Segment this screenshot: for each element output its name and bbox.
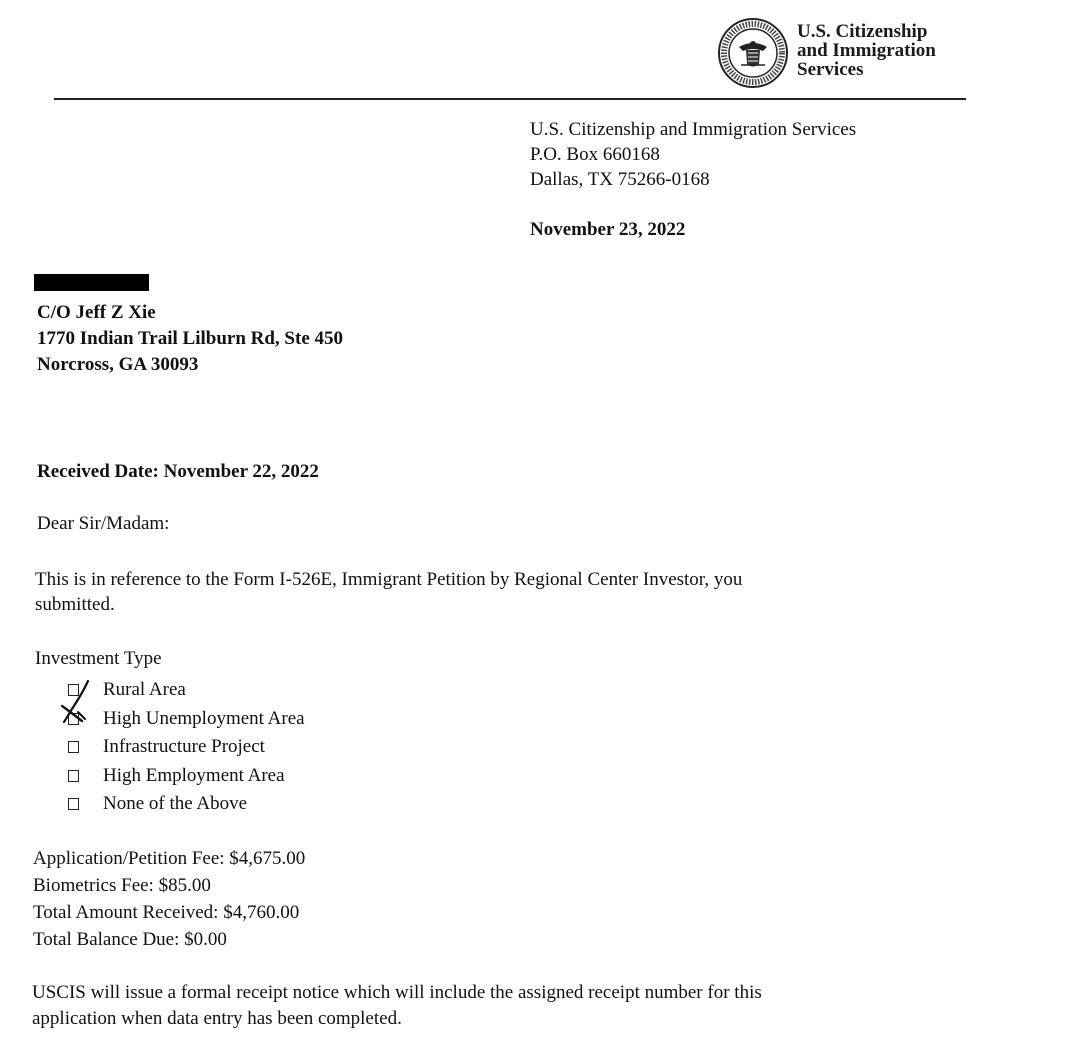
redacted-name-block	[34, 274, 149, 291]
agency-name	[797, 22, 936, 79]
return-address-line2: P.O. Box 660168	[530, 144, 660, 165]
return-address	[530, 117, 856, 192]
closing-paragraph	[32, 980, 762, 1032]
total-balance-due: Total Balance Due: $0.00	[33, 929, 227, 950]
letter-date: November 23, 2022	[530, 219, 686, 240]
closing-line1: USCIS will issue a formal receipt notice which will include the assigned receipt number for this	[32, 982, 762, 1003]
reference-line1: This is in reference to the Form I-526E, Immigrant Petition by Regional Center Investor, you	[35, 569, 743, 590]
option-label: High Unemployment Area	[103, 707, 305, 729]
checkbox-none[interactable]	[68, 798, 79, 810]
return-address-line3: Dallas, TX 75266-0168	[530, 169, 710, 190]
fee-summary	[33, 845, 305, 953]
salutation: Dear Sir/Madam:	[37, 513, 170, 534]
closing-line2: application when data entry has been completed.	[32, 1008, 402, 1029]
option-label: Infrastructure Project	[103, 736, 265, 757]
checkbox-high-employment[interactable]	[68, 770, 79, 782]
agency-name-line3: Services	[797, 59, 864, 80]
return-address-line1: U.S. Citizenship and Immigration Services	[530, 119, 857, 140]
header-divider	[54, 98, 966, 100]
recipient-line3: Norcross, GA 30093	[37, 354, 199, 375]
recipient-address	[37, 300, 343, 378]
reference-line2: submitted.	[35, 594, 115, 615]
biometrics-fee: Biometrics Fee: $85.00	[33, 875, 211, 896]
option-label: High Employment Area	[103, 764, 285, 786]
agency-name-line1: U.S. Citizenship	[797, 21, 928, 42]
recipient-line1: C/O Jeff Z Xie	[37, 302, 156, 323]
dhs-seal-icon	[717, 17, 789, 89]
option-label: None of the Above	[103, 793, 248, 814]
received-date: Received Date: November 22, 2022	[37, 461, 319, 482]
total-amount-received: Total Amount Received: $4,760.00	[33, 902, 300, 923]
reference-paragraph	[35, 567, 935, 617]
recipient-line2: 1770 Indian Trail Lilburn Rd, Ste 450	[37, 328, 344, 349]
investment-type-heading: Investment Type	[35, 648, 162, 669]
petition-fee: Application/Petition Fee: $4,675.00	[33, 848, 306, 869]
handwritten-check-mark-icon	[58, 676, 98, 726]
checkbox-infrastructure[interactable]	[68, 741, 79, 753]
option-label: Rural Area	[103, 679, 186, 700]
agency-name-line2: and Immigration	[797, 40, 936, 61]
